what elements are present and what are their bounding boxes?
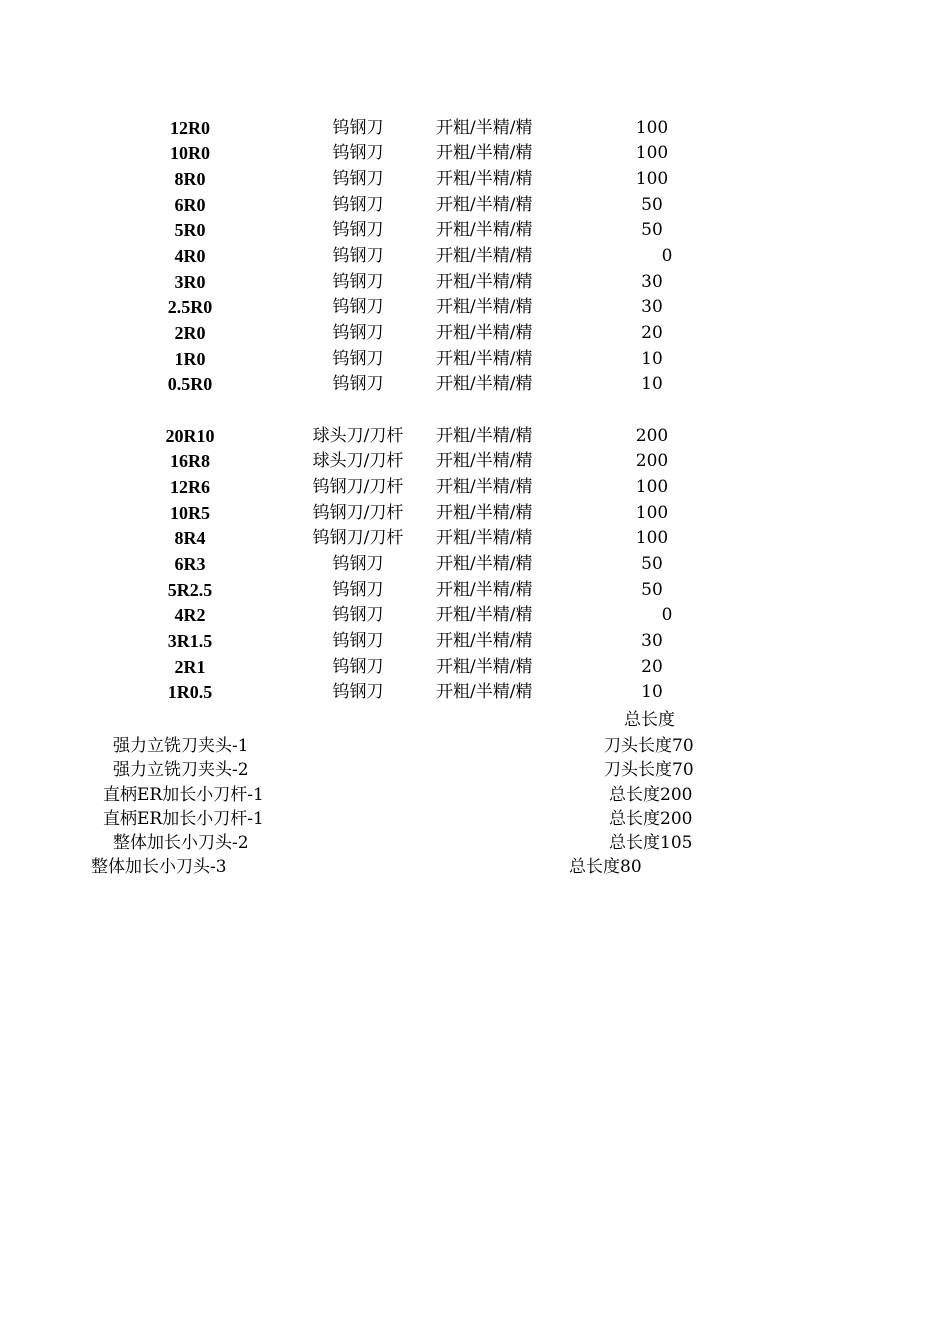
tool-name: 12R6	[170, 477, 210, 497]
table-row	[0, 321, 950, 346]
tool-process: 开粗/半精/精	[436, 220, 533, 240]
table-row	[0, 603, 950, 628]
tool-qty: 200	[635, 451, 669, 471]
tool-process: 开粗/半精/精	[436, 554, 533, 574]
tool-name: 2R1	[174, 657, 206, 677]
table-row	[0, 526, 950, 551]
table-row	[0, 270, 950, 295]
list-item	[0, 807, 950, 831]
tool-name: 5R0	[174, 220, 206, 240]
tool-name: 6R0	[174, 195, 206, 215]
tool-type: 钨钢刀/刀杆	[312, 477, 404, 497]
tool-qty: 100	[635, 477, 669, 497]
tool-qty: 100	[635, 169, 669, 189]
tool-process: 开粗/半精/精	[436, 528, 533, 548]
tool-type: 钨钢刀/刀杆	[312, 503, 404, 523]
accessory-spec: 总长度200	[609, 809, 693, 829]
tool-type: 钨钢刀	[332, 323, 384, 343]
table-row	[0, 167, 950, 192]
tool-name: 3R1.5	[167, 631, 213, 651]
tool-type: 钨钢刀	[332, 272, 384, 292]
accessory-name: 整体加长小刀头-3	[91, 857, 227, 877]
accessory-spec: 总长度105	[609, 833, 693, 853]
table-row	[0, 218, 950, 243]
tool-qty: 30	[641, 272, 663, 292]
tool-qty: 20	[641, 323, 663, 343]
tool-type: 钨钢刀	[332, 605, 384, 625]
tool-qty: 100	[635, 143, 669, 163]
table-row	[0, 295, 950, 320]
tool-process: 开粗/半精/精	[436, 451, 533, 471]
tool-name: 5R2.5	[167, 580, 213, 600]
tool-type: 钨钢刀	[332, 169, 384, 189]
tool-qty: 0	[661, 605, 673, 625]
tool-qty: 100	[635, 118, 669, 138]
tool-qty: 50	[641, 195, 663, 215]
tool-name: 1R0	[174, 349, 206, 369]
table-row	[0, 116, 950, 141]
tool-type: 钨钢刀	[332, 220, 384, 240]
tool-type: 钨钢刀	[332, 374, 384, 394]
tool-qty: 10	[641, 349, 663, 369]
tool-qty: 10	[641, 682, 663, 702]
tool-qty: 200	[635, 426, 669, 446]
tool-type: 钨钢刀	[332, 297, 384, 317]
tool-name: 3R0	[174, 272, 206, 292]
tool-name: 0.5R0	[167, 374, 213, 394]
tool-process: 开粗/半精/精	[436, 323, 533, 343]
accessory-name: 整体加长小刀头-2	[113, 833, 249, 853]
tool-qty: 100	[635, 503, 669, 523]
table-row	[0, 655, 950, 680]
tool-type: 球头刀/刀杆	[312, 426, 404, 446]
tool-name: 12R0	[170, 118, 210, 138]
tool-qty: 100	[635, 528, 669, 548]
total-length-header: 总长度	[624, 710, 675, 730]
tool-name: 4R0	[174, 246, 206, 266]
accessory-spec: 总长度200	[609, 785, 693, 805]
tool-process: 开粗/半精/精	[436, 503, 533, 523]
tool-process: 开粗/半精/精	[436, 272, 533, 292]
tool-name: 10R5	[170, 503, 210, 523]
table-row	[0, 193, 950, 218]
table-row	[0, 141, 950, 166]
tool-process: 开粗/半精/精	[436, 682, 533, 702]
table-row	[0, 372, 950, 397]
tool-process: 开粗/半精/精	[436, 374, 533, 394]
tool-type: 钨钢刀	[332, 246, 384, 266]
table-row	[0, 501, 950, 526]
tool-process: 开粗/半精/精	[436, 195, 533, 215]
accessory-name: 直柄ER加长小刀杆-1	[103, 785, 264, 805]
tool-process: 开粗/半精/精	[436, 297, 533, 317]
tool-name: 2R0	[174, 323, 206, 343]
tool-qty: 50	[641, 220, 663, 240]
table-row	[0, 347, 950, 372]
tool-qty: 50	[641, 554, 663, 574]
total-length-header-row	[0, 708, 950, 732]
accessory-spec: 总长度80	[569, 857, 642, 877]
tool-process: 开粗/半精/精	[436, 580, 533, 600]
tool-process: 开粗/半精/精	[436, 631, 533, 651]
list-item	[0, 783, 950, 807]
table-row	[0, 244, 950, 269]
tool-process: 开粗/半精/精	[436, 477, 533, 497]
tool-qty: 30	[641, 631, 663, 651]
tool-process: 开粗/半精/精	[436, 118, 533, 138]
list-item	[0, 831, 950, 855]
tool-name: 10R0	[170, 143, 210, 163]
tool-name: 6R3	[174, 554, 206, 574]
accessory-name: 直柄ER加长小刀杆-1	[103, 809, 264, 829]
table-row	[0, 680, 950, 705]
tool-qty: 20	[641, 657, 663, 677]
accessory-name: 强力立铣刀夹头-1	[113, 736, 249, 756]
tool-process: 开粗/半精/精	[436, 143, 533, 163]
tool-process: 开粗/半精/精	[436, 426, 533, 446]
table-row	[0, 475, 950, 500]
tool-process: 开粗/半精/精	[436, 605, 533, 625]
tool-name: 20R10	[165, 426, 215, 446]
list-item	[0, 758, 950, 782]
tool-qty: 10	[641, 374, 663, 394]
tool-type: 钨钢刀	[332, 195, 384, 215]
tool-process: 开粗/半精/精	[436, 169, 533, 189]
tool-type: 钨钢刀/刀杆	[312, 528, 404, 548]
tool-type: 钨钢刀	[332, 631, 384, 651]
table-row	[0, 578, 950, 603]
table-row	[0, 449, 950, 474]
tool-name: 8R4	[174, 528, 206, 548]
tool-name: 1R0.5	[167, 682, 213, 702]
table-row	[0, 552, 950, 577]
tool-process: 开粗/半精/精	[436, 657, 533, 677]
list-item	[0, 855, 950, 879]
tool-type: 钨钢刀	[332, 657, 384, 677]
tool-type: 钨钢刀	[332, 580, 384, 600]
tool-name: 16R8	[170, 451, 210, 471]
tool-name: 4R2	[174, 605, 206, 625]
tool-qty: 0	[661, 246, 673, 266]
tool-type: 钨钢刀	[332, 682, 384, 702]
accessory-name: 强力立铣刀夹头-2	[113, 760, 249, 780]
tool-type: 钨钢刀	[332, 143, 384, 163]
tool-name: 8R0	[174, 169, 206, 189]
tool-type: 钨钢刀	[332, 118, 384, 138]
accessory-spec: 刀头长度70	[604, 736, 694, 756]
table-row	[0, 424, 950, 449]
tool-type: 钨钢刀	[332, 349, 384, 369]
tool-process: 开粗/半精/精	[436, 246, 533, 266]
tool-type: 钨钢刀	[332, 554, 384, 574]
table-row	[0, 629, 950, 654]
tool-qty: 50	[641, 580, 663, 600]
tool-name: 2.5R0	[167, 297, 213, 317]
tool-type: 球头刀/刀杆	[312, 451, 404, 471]
accessory-spec: 刀头长度70	[604, 760, 694, 780]
tool-qty: 30	[641, 297, 663, 317]
tool-process: 开粗/半精/精	[436, 349, 533, 369]
list-item	[0, 734, 950, 758]
